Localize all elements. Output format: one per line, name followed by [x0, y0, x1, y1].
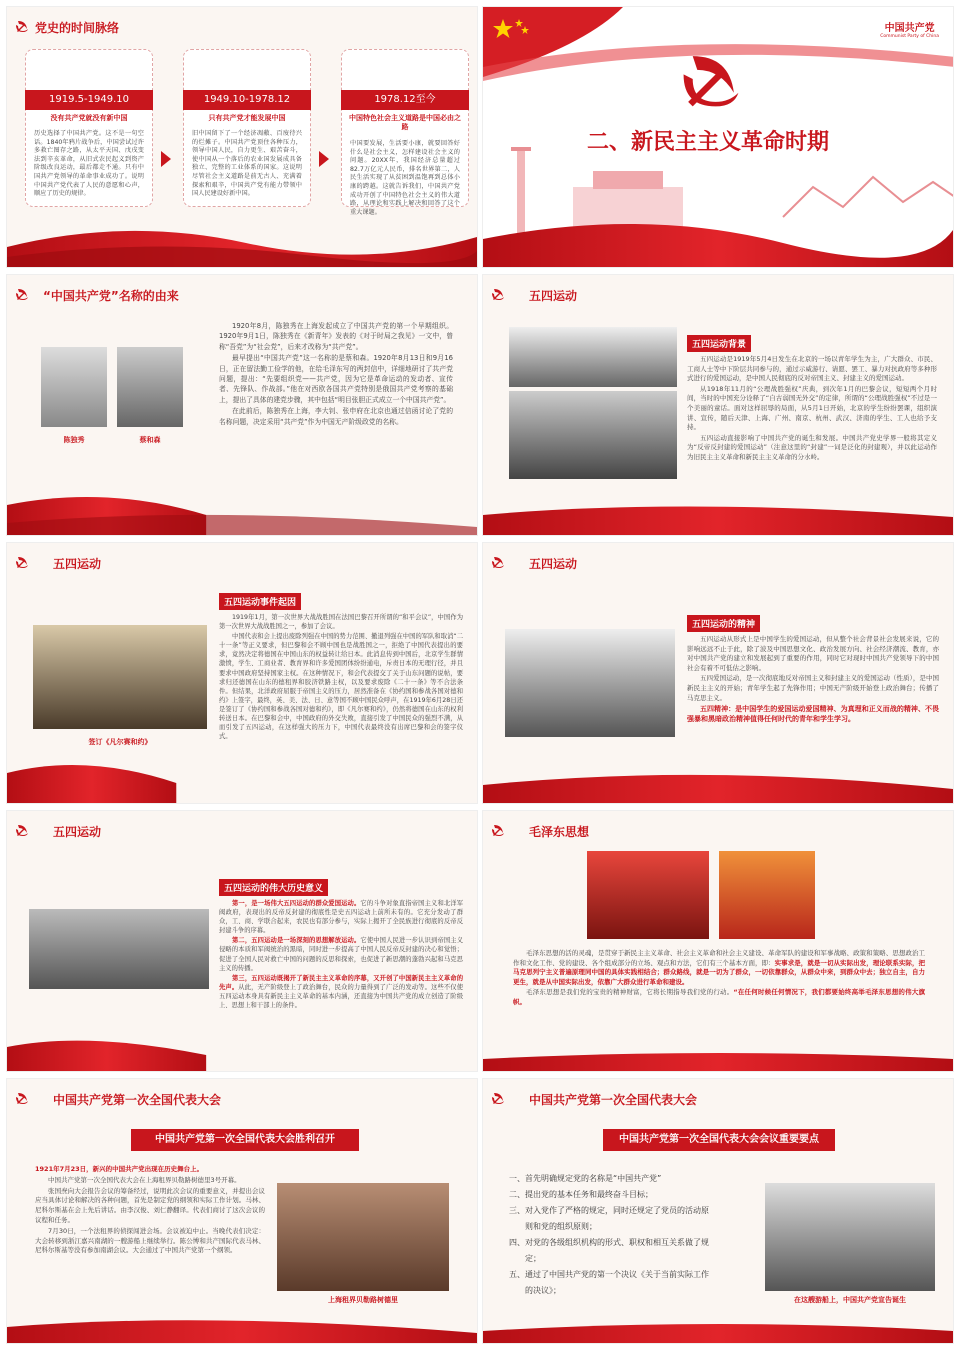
historical-photo [509, 327, 677, 387]
paragraph: 张国焘向大会报告会议的筹备经过，说明此次会议的重要意义，并提出会议应当具体讨论和解决的各种问题，首先是制定党的纲领和实际工作计划。马林、尼科尔斯基在会上先后讲话。由李汉俊、刘仁静翻译。代表们商讨了这次会议的议程和任务。 [35, 1186, 265, 1224]
red-ribbon-decoration [483, 1031, 953, 1071]
section-label: 五四运动事件起因 [219, 593, 301, 610]
highlight: 第二，五四运动是一场深刻的思想解放运动。 [232, 937, 361, 945]
slide-title: 五四运动 [53, 557, 102, 571]
star-icon [493, 17, 533, 47]
paragraph: 五四运动直接影响了中国共产党的诞生和发展。中国共产党史学界一般将其定义为“反帝反封建的爱国运动”（注意这里的“封建”一词是泛化的封建观），并以此运动作为旧民主主义革命和新民主主义革命的分水岭。 [687, 433, 937, 461]
hammer-sickle-large-icon [679, 47, 743, 111]
slide-title: 中国共产党第一次全国代表大会 [53, 1093, 222, 1107]
paragraph: 在此前后，陈独秀在上海，李大钊、张申府在北京也通过信函讨论了党的名称问题，决定采用“共产党”作为中国无产阶级政党的名称。 [219, 407, 453, 426]
red-ribbon-decoration [483, 1303, 953, 1343]
list-item: 五、通过了中国共产党的第一个决议《关于当前实际工作 [509, 1270, 709, 1279]
section-label: 五四运动的精神 [687, 615, 760, 632]
red-ribbon-decoration [7, 1303, 477, 1343]
slide-section-cover [482, 6, 954, 268]
caption: 蔡和森 [139, 436, 161, 444]
timeline-text: 历史选择了中国共产党。这不是一句空话。1840年鸦片战争后，中国尝试过许多救亡图存之路，从太平天国、戊戌变法到辛亥革命，从旧式农民起义到资产阶级改良运动，最后都走不通。只有中国共产党领导的革命事业成功了。说明中国共产党代表了人民的意愿和心声，顺应了历史的规律。 [34, 130, 144, 198]
timeline-card-2 [183, 49, 311, 207]
timeline-text: 旧中国留下了一个经济凋敝、百废待兴的烂摊子。中国共产党顶住各种压力，领导中国人民，自力更生、艰苦奋斗，使中国从一个落后的农业国发展成具备独立、完整的工业体系的国家。这说明尽管社会主义道路是前无古人、充满着探索和艰辛，中国共产党有能力带领中国人民建设好新中国。 [192, 130, 302, 198]
slide-title: “中国共产党”名称的由来 [43, 289, 179, 303]
caption: 签订《凡尔赛和约》 [88, 738, 152, 746]
red-ribbon-decoration [483, 743, 953, 803]
shuderli-building-photo [277, 1183, 449, 1291]
text: 毛泽东思想的活的灵魂，是贯穿于新民主主义革命、社会主义革命和社会主义建设、革命军队的建设和军事战略、政策和策略、思想政治工作和文化工作、党的建设、各个组成部分的立场、观点和方法，它们有三个基本方面，即： [513, 949, 925, 967]
slide-may-fourth-significance [6, 810, 478, 1072]
slide-title: 毛泽东思想 [529, 825, 590, 839]
caption: 上海租界贝勒路树德里 [328, 1296, 398, 1304]
timeline-subtitle: 没有共产党就没有新中国 [50, 114, 128, 122]
caption: 陈独秀 [63, 436, 85, 444]
paragraph: 1919年1月，第一次世界大战战胜国在法国巴黎召开所谓的“和平会议”，中国作为第一次世界大战战胜国之一，参加了会议。 [219, 614, 463, 631]
spirit-statement: 五四精神：是中国学生的爱国运动爱国精神、为真理和正义而战的精神、不畏强暴和黑暗政治精神值得任何时代的青年和学生学习。 [687, 705, 939, 724]
paragraph: 五四运动是1919年5月4日发生在北京的一场以青年学生为主，广大群众、市民、工商人士等中下阶层共同参与的，通过示威游行、请愿、罢工、暴力对抗政府等多种形式进行的爱国运动，是中国人民彻底的反对帝国主义、封建主义的爱国运动。 [687, 355, 937, 383]
slide-may-fourth-cause [6, 542, 478, 804]
brand-name-cn: 中国共产党 [884, 23, 935, 34]
slide-party-name-origin [6, 274, 478, 536]
red-ribbon-decoration [483, 475, 953, 535]
body-text [687, 635, 939, 725]
text: 它使中国人民进一步认识到帝国主义侵略的本质和军阀统治的黑暗，同时进一步提高了中国人民反帝反封建的决心和觉悟；促进了全国人民对救亡中国的问题的反思和探索，也促进了新思潮的蓬勃兴起和马克思主义的传播。 [219, 937, 464, 972]
paragraph: 最早提出“中国共产党”这一名称的是蔡和森。1920年8月13日和9月16日，正在留法勤工俭学的他，在给毛泽东写的两封信中，详细地研讨了共产党问题，提出：“先要组织党——共产党，因为它是革命运动的发动者、宣传者、先锋队、作战部。”他在对西欧各国共产党特别是俄国共产党考察的基础上，提出了具体的建党步骤，其中包括“明目张胆正式成立一个中国共产党”。 [219, 354, 453, 404]
arrow-right-icon [161, 151, 171, 167]
body-text [35, 1165, 265, 1257]
list-item: 的决议》； [509, 1286, 561, 1295]
brand-name-en: Communist Party of China [880, 34, 939, 39]
highlight: 1921年7月23日，新兴的中国共产党出现在历史舞台上。 [35, 1165, 204, 1173]
timeline-date: 1919.5-1949.10 [25, 90, 153, 110]
highlight: 第一，是一场伟大五四运动的群众爱国运动。 [232, 900, 361, 907]
red-ribbon-decoration [7, 207, 477, 267]
timeline-card-1 [25, 49, 153, 207]
hammer-sickle-icon [15, 287, 29, 301]
portrait-chen-duxiu [41, 347, 107, 427]
body-text [513, 949, 925, 1009]
text: 它的斗争对象直指帝国主义和北洋军阀政府，表现出的反帝反封建的彻底性是史五四运动上前所未有的。它充分发动了群众，工、商、学联合起来，农民也有部分参与，实际上揭开了全民族进行彻底的反帝反封建斗争的序幕。 [219, 900, 464, 935]
brand-logo [880, 19, 939, 39]
paragraph [513, 949, 925, 987]
slide-title: 党史的时间脉络 [35, 21, 120, 35]
protest-photo [505, 629, 675, 737]
timeline-subtitle: 中国特色社会主义道路是中国必由之路 [349, 114, 461, 131]
paragraph: 7月30日，一个法租界的侦探闯进会场。会议被迫中止。当晚代表们决定：大会转移到浙江嘉兴南湖的一艘游船上继续举行。陈公博和共产国际代表马林、尼科尔斯基等没有参加南湖会议。大会通过了中国共产党第一个纲领。 [35, 1226, 265, 1255]
body-text [219, 613, 463, 742]
slide-timeline [6, 6, 478, 268]
landmark-illustration [483, 147, 954, 268]
relief-sculpture-photo [29, 909, 209, 989]
slide-may-fourth-spirit [482, 542, 954, 804]
text: 从此，无产阶级登上了政治舞台，民众的力量得到了广泛的发动等。这些不仅使五四运动本身具有新民主主义革命的基本内涵，还直接为中国共产党的成立创造了阶级上、思想上和干部上的条件。 [219, 983, 464, 1010]
timeline-subtitle: 只有共产党才能发展中国 [208, 114, 286, 122]
hammer-sickle-icon [491, 287, 505, 301]
hammer-sickle-icon [15, 1091, 29, 1105]
hammer-sickle-icon [15, 823, 29, 837]
section-label: 五四运动的伟大历史意义 [219, 879, 328, 896]
propaganda-poster [587, 851, 709, 939]
slide-title: 五四运动 [53, 825, 102, 839]
hammer-sickle-icon [491, 823, 505, 837]
banner-title: 中国共产党第一次全国代表大会胜利召开 [131, 1129, 359, 1151]
red-ribbon-decoration [7, 1027, 477, 1071]
timeline-date: 1949.10-1978.12 [183, 90, 311, 110]
paragraph: 五四运动从形式上是中国学生的爱国运动，但从整个社会背景社会发展来说，它的影响远远不止于此，除了波及中国思想文化、政治发展方向、社会经济潮流、教育，亦对中国共产党的建立和发展起到了重要的作用，同时它对现时中国共产党领导下的中国社会有着不可低估之影响。 [687, 635, 939, 672]
paragraph [219, 936, 463, 972]
paragraph [219, 974, 463, 1010]
list-item: 二、提出党的基本任务和最终奋斗目标； [509, 1190, 653, 1199]
slide-title: 中国共产党第一次全国代表大会 [529, 1093, 698, 1107]
highlight: 实事求是，就是一切从实际出发，理论联系实际，把马克思列宁主义普遍原理同中国的具体实践相结合；群众路线，就是一切为了群众，一切依靠群众，从群众中来，到群众中去；独立自主，自力更生，就是从中国实际出发，依靠广大群众进行革命和建设。 [513, 958, 926, 986]
paragraph: 五四爱国运动，是一次彻底地反对帝国主义和封建主义的爱国运动（性质），是中国新民主主义的开始；青年学生起了先锋作用；中国无产阶级开始登上政治舞台；传播了马克思主义。 [687, 674, 939, 702]
list-item: 则和党的组织原则； [509, 1222, 597, 1231]
slide-may-fourth-background [482, 274, 954, 536]
timeline-date: 1978.12至今 [341, 90, 469, 110]
hammer-sickle-icon [15, 19, 29, 33]
red-boat-photo [765, 1183, 935, 1291]
slide-first-congress [6, 1078, 478, 1344]
list-item: 一、首先明确规定党的名称是“中国共产党” [509, 1174, 662, 1183]
timeline-card-3 [341, 49, 469, 216]
slide-first-congress-points [482, 1078, 954, 1344]
portrait-cai-hesen [117, 347, 183, 427]
body-text [219, 899, 463, 1011]
body-text [687, 355, 937, 464]
section-label: 五四运动背景 [687, 335, 751, 352]
hammer-sickle-icon [15, 555, 29, 569]
paragraph [219, 899, 463, 935]
text: 毛泽东思想是我们党的宝贵的精神财富，它将长期指导我们党的行动。 [526, 988, 734, 997]
highlight: “在任何时候任何情况下，我们都要始终高举毛泽东思想的伟大旗帜。 [513, 988, 926, 1006]
historical-photo [509, 391, 677, 479]
list-item: 三、对入党作了严格的规定，同时还规定了党员的活动原 [509, 1206, 709, 1215]
arrow-right-icon [319, 151, 329, 167]
treaty-signing-photo [33, 625, 207, 729]
propaganda-poster [719, 851, 815, 939]
paragraph: 中国代表和会上提出废除列强在中国的势力范围、撤退列强在中国的军队和取消“二十一条”等正义要求，但巴黎和会不顾中国也是战胜国之一，拒绝了中国代表提出的要求，竟然决定将德国在中国山东的权益转让给日本。此消息传到中国后，北京学生群情激愤，学生、工商业者、教育界和许多爱国团体纷纷通电，斥责日本的无理行径，并且要求中国政府坚持国家主权。在这种情况下，和会代表提交了关于山东问题的说帖，要求归还德国在山东的德租界和胶济铁路主权，以及要求废除《二十一条》等不合法条件。但结果，北洋政府屈服于帝国主义的压力，居然准备在《协约国和参战各国对德和约》上签字，最终，英、美、法、日、意等国不顾中国民众呼声，在1919年6月28日还是签订了《协约国和参战各国对德和约》，即《凡尔赛和约》，仍然将德国在山东的权利转送日本。在巴黎和会中，中国政府的外交失败，直接引发了中国民众的强烈不满，从而引发了五四运动，在这样强大的压力下，中国代表最终没有出席巴黎和会的签字仪式。 [219, 633, 463, 741]
list-item: 定； [509, 1254, 541, 1263]
slide-title: 五四运动 [529, 289, 578, 303]
slide-title: 五四运动 [529, 557, 578, 571]
timeline-text: 中国要发展，生活要小康，就要回答好什么是社会主义，怎样建设社会主义的问题。20XX年，我国经济总量超过82.7万亿元人民币，排名世界第二，人民生活实现了从贫困到温饱再到总体小康的跨越。这就告诉我们，中国共产党成功开创了中国特色社会主义的伟大道路，从理论和实践上解决和回答了这个重大课题。 [350, 140, 460, 216]
red-ribbon-decoration [7, 753, 477, 803]
red-ribbon-decoration [7, 475, 477, 535]
hammer-sickle-icon [491, 555, 505, 569]
body-text [219, 321, 453, 428]
caption: 在这艘游船上，中国共产党宣告诞生 [794, 1296, 906, 1304]
section-title: 二、新民主主义革命时期 [587, 130, 830, 155]
hammer-sickle-icon [491, 1091, 505, 1105]
slide-mao-thought [482, 810, 954, 1072]
paragraph [513, 988, 925, 1007]
paragraph: 1920年8月，陈独秀在上海发起成立了中国共产党的第一个早期组织。1920年9月1日，陈独秀在《新青年》发表的《对于时局之我见》一文中，曾称“吾党”为“社会党”，后来才改称为“共产党”。 [219, 322, 453, 351]
banner-title: 中国共产党第一次全国代表大会会议重要要点 [603, 1129, 835, 1151]
list-item: 四、对党的各级组织机构的形式、职权和相互关系做了规 [509, 1238, 709, 1247]
paragraph: 从1918年11月的“公理战胜强权”庆典，到次年1月的巴黎会议，短短两个月时间，当时的中国充分诠释了“自古弱国无外交”的定律，所谓的“公理战胜强权”不过是一个美丽的童话。面对这样屈辱的局面，从5月1日开始，北京的学生纷纷罢课，组织演讲、宣传，随后天津、上海、广州、南京、杭州、武汉、济南的学生、工人也给予支持。 [687, 384, 937, 432]
key-points-list [509, 1171, 749, 1299]
highlight: 第三，五四运动既揭开了新民主主义革命的序幕，又开创了中国新民主主义革命的先声。 [219, 974, 463, 991]
paragraph: 中国共产党第一次全国代表大会在上海租界贝勒路树德里3号开幕。 [48, 1175, 241, 1184]
